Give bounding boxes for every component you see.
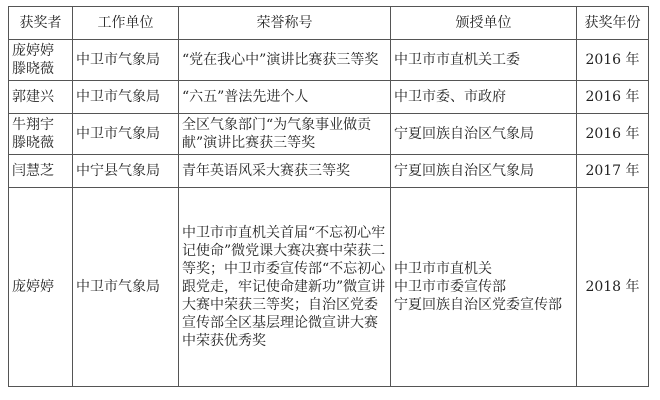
recipient-name: 郭建兴 xyxy=(12,89,54,105)
recipient-name: 庞婷婷 xyxy=(12,43,54,59)
honor-cell: 中卫市市直机关首届“不忘初心牢记使命”微党课大赛决赛中荣获二等奖；中卫市委宣传部“不忘初心跟党走，牢记使命建新功”微宣讲大赛中荣获三等奖；自治区党委宣传部全区基层理论微宣讲大赛中荣获优秀奖 xyxy=(179,188,391,387)
honor-cell: “党在我心中”演讲比赛获三等奖 xyxy=(179,40,391,81)
table-row xyxy=(9,81,649,114)
header-issuer: 颁授单位 xyxy=(391,7,577,40)
unit-cell: 中卫市气象局 xyxy=(73,81,179,114)
table-row xyxy=(9,40,649,81)
unit-cell: 中卫市气象局 xyxy=(73,40,179,81)
recipient-cell xyxy=(9,114,73,155)
year-cell: 2018 年 xyxy=(577,188,649,387)
issuer-name: 中卫市委、市政府 xyxy=(394,89,506,105)
honor-cell: 全区气象部门“为气象事业做贡献”演讲比赛获三等奖 xyxy=(179,114,391,155)
issuer-name: 中卫市市直机关 xyxy=(394,261,492,277)
issuer-name: 中卫市市委宣传部 xyxy=(394,279,506,295)
issuer-cell xyxy=(391,114,577,155)
recipient-cell xyxy=(9,155,73,188)
awards-table-container xyxy=(8,6,649,387)
issuer-cell xyxy=(391,188,577,387)
header-recipient: 获奖者 xyxy=(9,7,73,40)
issuer-name: 宁夏回族自治区气象局 xyxy=(394,126,534,142)
recipient-name: 牛翔宇 xyxy=(12,117,54,133)
unit-cell: 中宁县气象局 xyxy=(73,155,179,188)
recipient-name: 庞婷婷 xyxy=(12,279,54,295)
issuer-cell xyxy=(391,81,577,114)
issuer-cell xyxy=(391,40,577,81)
awards-table xyxy=(8,6,649,387)
recipient-cell xyxy=(9,40,73,81)
recipient-cell xyxy=(9,188,73,387)
issuer-name: 宁夏回族自治区气象局 xyxy=(394,163,534,179)
issuer-cell xyxy=(391,155,577,188)
recipient-cell xyxy=(9,81,73,114)
year-cell: 2016 年 xyxy=(577,114,649,155)
year-cell: 2017 年 xyxy=(577,155,649,188)
table-header-row xyxy=(9,7,649,40)
header-honor: 荣誉称号 xyxy=(179,7,391,40)
year-cell: 2016 年 xyxy=(577,81,649,114)
header-unit: 工作单位 xyxy=(73,7,179,40)
honor-cell: “六五”普法先进个人 xyxy=(179,81,391,114)
issuer-name: 中卫市市直机关工委 xyxy=(394,52,520,68)
unit-cell: 中卫市气象局 xyxy=(73,188,179,387)
table-row xyxy=(9,155,649,188)
header-year: 获奖年份 xyxy=(577,7,649,40)
recipient-name: 滕晓薇 xyxy=(12,135,54,151)
table-row xyxy=(9,114,649,155)
recipient-name: 滕晓薇 xyxy=(12,61,54,77)
issuer-name: 宁夏回族自治区党委宣传部 xyxy=(394,297,562,313)
unit-cell: 中卫市气象局 xyxy=(73,114,179,155)
recipient-name: 闫慧芝 xyxy=(12,163,54,179)
table-row xyxy=(9,188,649,387)
honor-cell: 青年英语风采大赛获三等奖 xyxy=(179,155,391,188)
year-cell: 2016 年 xyxy=(577,40,649,81)
